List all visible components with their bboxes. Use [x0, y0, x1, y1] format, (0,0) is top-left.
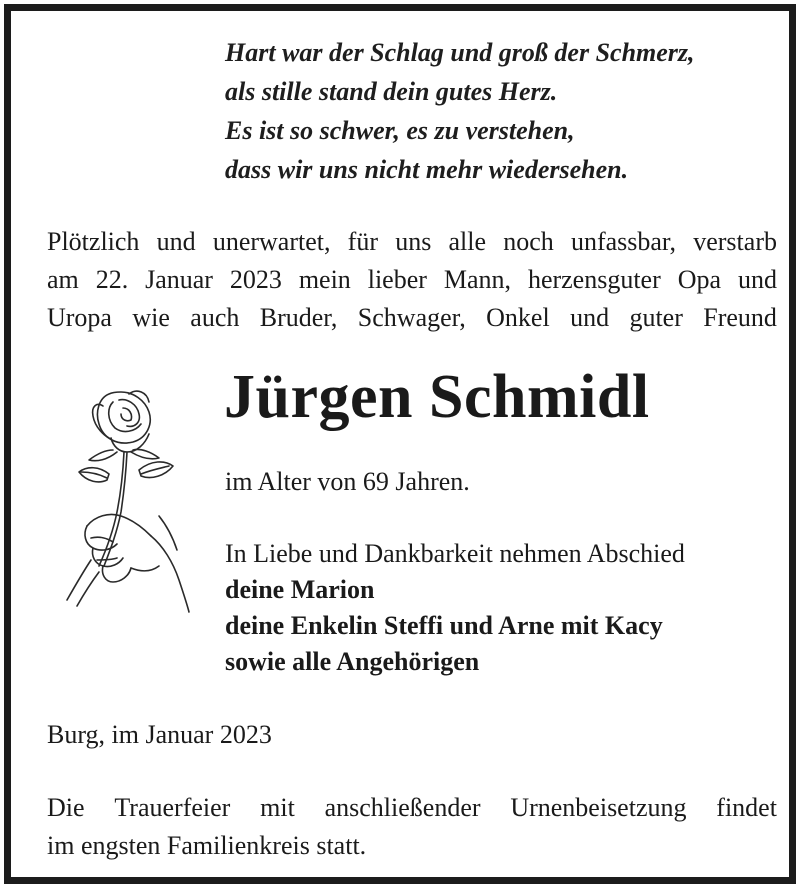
word: lieber	[367, 265, 427, 294]
funeral-notice-line	[47, 789, 777, 827]
word: Die	[47, 793, 85, 822]
word: auch	[190, 303, 240, 332]
age-statement: im Alter von 69 Jahren.	[225, 467, 470, 496]
word: unfassbar,	[570, 227, 677, 256]
poem-line: Es ist so schwer, es zu verstehen,	[225, 116, 575, 145]
word: Freund	[703, 303, 777, 332]
memorial-poem	[225, 33, 695, 189]
word: Plötzlich	[47, 227, 140, 256]
word: Trauerfeier	[114, 793, 231, 822]
word: herzensguter	[527, 265, 661, 294]
farewell-block	[225, 536, 685, 680]
word: für	[347, 227, 378, 256]
word: am	[47, 265, 79, 294]
word: guter	[629, 303, 683, 332]
word: verstarb	[693, 227, 777, 256]
poem-line: dass wir uns nicht mehr wiedersehen.	[225, 155, 629, 184]
word: Onkel	[486, 303, 550, 332]
mourner-line: deine Marion	[225, 575, 375, 604]
word: unerwartet,	[212, 227, 331, 256]
word: und	[737, 265, 777, 294]
word: und	[156, 227, 196, 256]
word: Opa	[677, 265, 722, 294]
place-and-date: Burg, im Januar 2023	[47, 720, 272, 749]
announcement-line	[47, 223, 777, 261]
word: Schwager,	[357, 303, 466, 332]
death-announcement	[47, 223, 777, 337]
word: wie	[132, 303, 170, 332]
poem-line: Hart war der Schlag und groß der Schmerz,	[225, 38, 695, 67]
deceased-name: Jürgen Schmidl	[224, 363, 650, 431]
word: Januar	[145, 265, 213, 294]
word: und	[570, 303, 610, 332]
word: 2023	[229, 265, 282, 294]
word: Uropa	[47, 303, 112, 332]
farewell-intro: In Liebe und Dankbarkeit nehmen Abschied	[225, 539, 685, 568]
funeral-notice-line: im engsten Familienkreis statt.	[47, 831, 367, 860]
mourner-line: deine Enkelin Steffi und Arne mit Kacy	[225, 611, 663, 640]
word: findet	[716, 793, 777, 822]
word: Bruder,	[259, 303, 338, 332]
word: alle	[448, 227, 487, 256]
word: anschließender	[324, 793, 481, 822]
word: mein	[298, 265, 351, 294]
rose-in-hand-icon	[47, 376, 212, 616]
obituary-notice	[4, 4, 796, 884]
funeral-notice	[47, 789, 777, 865]
word: Mann,	[443, 265, 512, 294]
word: noch	[503, 227, 554, 256]
announcement-line	[47, 299, 777, 337]
word: 22.	[95, 265, 129, 294]
word: uns	[395, 227, 432, 256]
poem-line: als stille stand dein gutes Herz.	[225, 77, 558, 106]
mourner-line: sowie alle Angehörigen	[225, 647, 480, 676]
word: Urnenbeisetzung	[510, 793, 687, 822]
announcement-line	[47, 261, 777, 299]
word: mit	[260, 793, 295, 822]
